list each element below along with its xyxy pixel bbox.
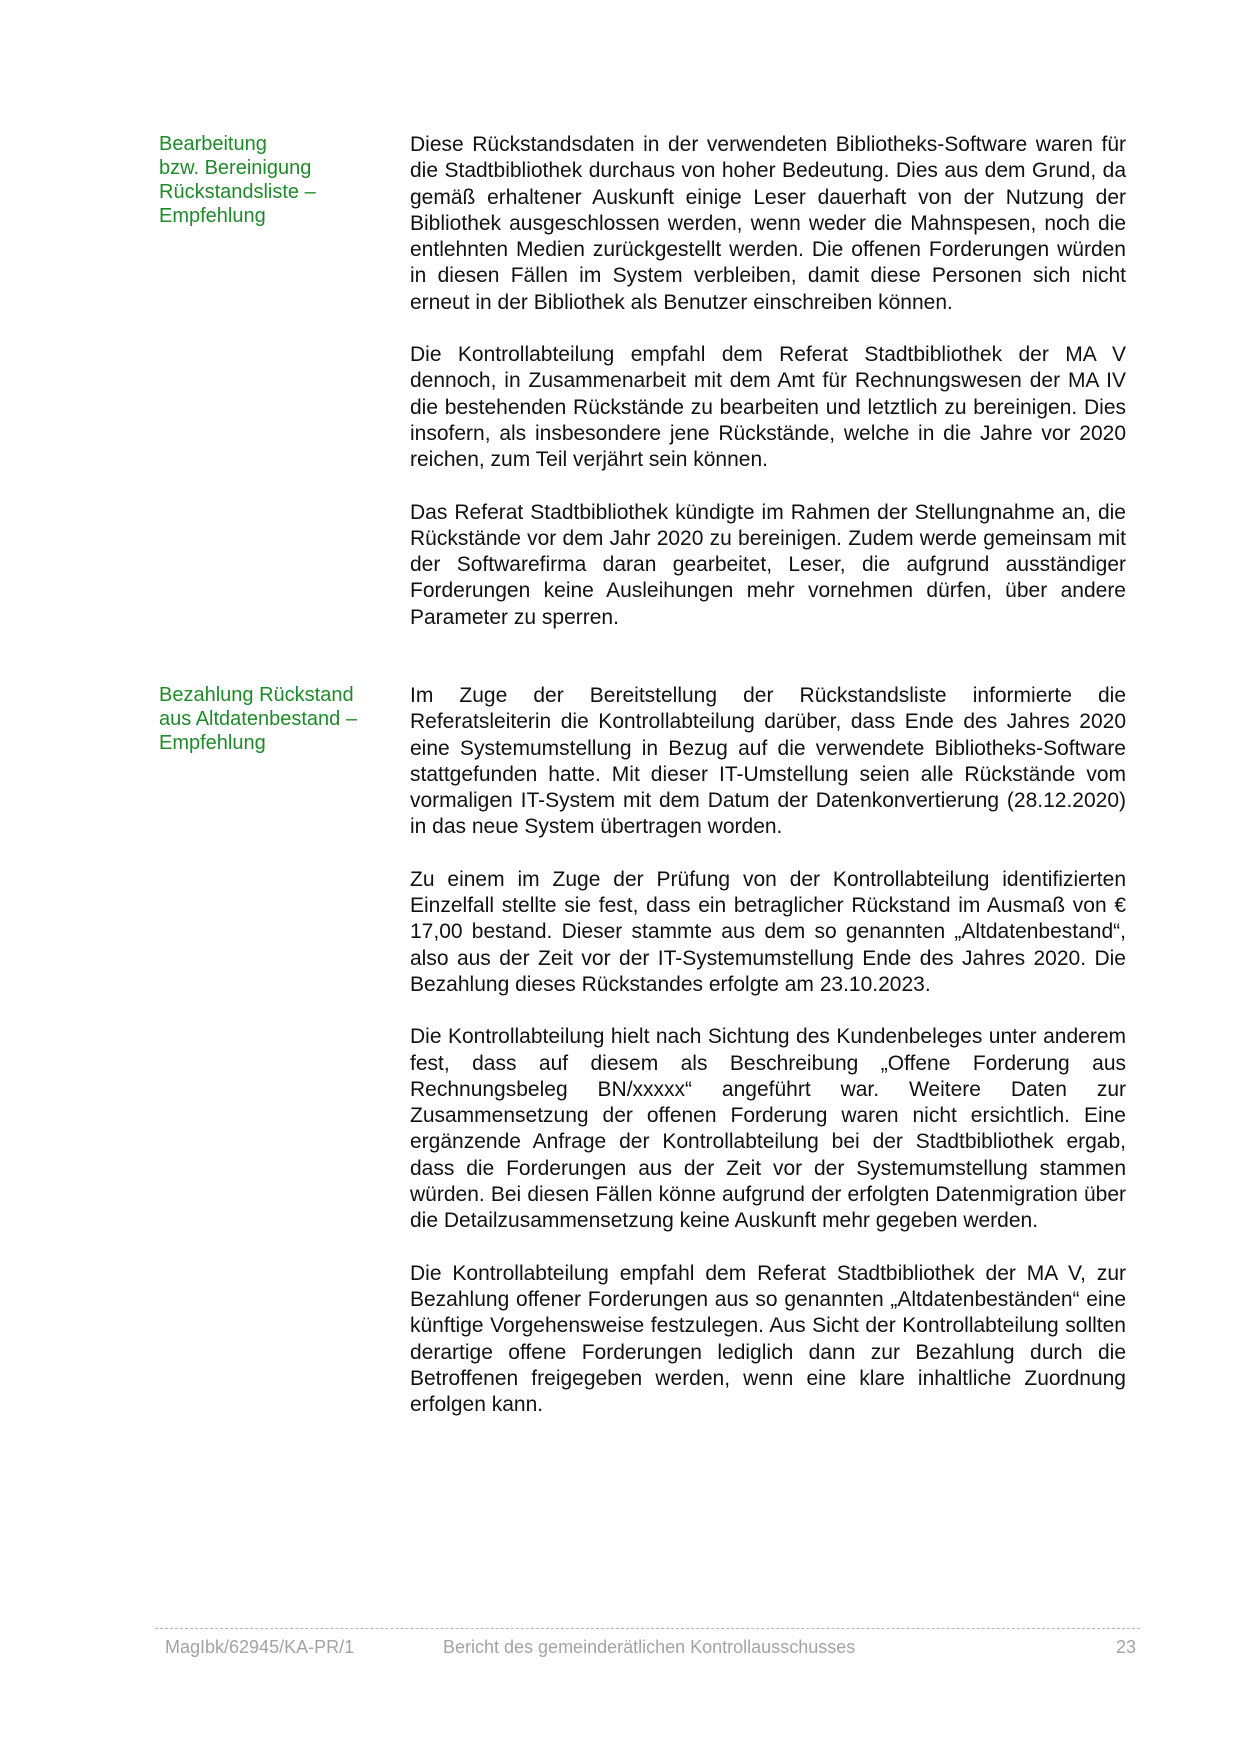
section-body <box>410 132 1126 657</box>
side-heading: Bearbeitung bzw. Bereinigung Rückstandsliste – Empfehlung <box>159 133 316 227</box>
paragraph: Die Kontrollabteilung empfahl dem Referat Stadtbibliothek der MA V, zur Bezahlung offener Forderungen aus so genannten „Altdatenbeständen“ eine künftige Vorgehensweise festzulegen. Aus Sicht der Kontrollabteilung sollten derartige offene Forderungen lediglich dann zur Bezahlung durch die Betroffenen freigegeben werden, wenn eine klare inhaltliche Zuordnung erfolgen kann. <box>410 1261 1126 1417</box>
footer-title: Bericht des gemeinderätlichen Kontrollausschusses <box>443 1637 856 1657</box>
page-number: 23 <box>1115 1637 1136 1657</box>
paragraph: Im Zuge der Bereitstellung der Rückstandsliste informierte die Referatsleiterin die Kontrollabteilung darüber, dass Ende des Jahres 2020 eine Systemumstellung in Bezug auf die verwendete Bibliotheks-Software stattgefunden hatte. Mit dieser IT-Umstellung seien alle Rückstände vom vormaligen IT-System mit dem Datum der Datenkonvertierung (28.12.2020) in das neue System übertragen worden. <box>410 684 1126 839</box>
paragraph: Das Referat Stadtbibliothek kündigte im Rahmen der Stellungnahme an, die Rückstände vor dem Jahr 2020 zu bereinigen. Zudem werde gemeinsam mit der Softwarefirma daran gearbeitet, Leser, die aufgrund ausständiger Forderungen keine Ausleihungen mehr vornehmen dürfen, über andere Parameter zu sperren. <box>410 500 1126 629</box>
paragraph: Die Kontrollabteilung hielt nach Sichtung des Kundenbeleges unter anderem fest, dass auf diesem als Beschreibung „Offene Forderung aus Rechnungsbeleg BN/xxxxx“ angeführt war. Weitere Daten zur Zusammensetzung der offenen Forderung waren nicht ersichtlich. Eine ergänzende Anfrage der Kontrollabteilung bei der Stadtbibliothek ergab, dass die Forderungen aus der Zeit vor der Systemumstellung stammen würden. Bei diesen Fällen könne aufgrund der erfolgten Datenmigration über die Detailzusammensetzung keine Auskunft mehr gegeben werden. <box>410 1025 1126 1233</box>
paragraph: Diese Rückstandsdaten in der verwendeten Bibliotheks-Software waren für die Stadtbibliothek durchaus von hoher Bedeutung. Dies aus dem Grund, da gemäß erhaltener Auskunft einige Leser dauerhaft von der Nutzung der Bibliothek ausgeschlossen werden, wenn weder die Mahnspesen, noch die entlehnten Medien zurückgestellt werden. Die offenen Forderungen würden in diesen Fällen im System verbleiben, damit diese Personen sich nicht erneut in der Bibliothek als Benutzer einschreiben können. <box>410 133 1126 314</box>
footer-reference: MagIbk/62945/KA-PR/1 <box>165 1637 355 1657</box>
paragraph: Zu einem im Zuge der Prüfung von der Kontrollabteilung identifizierten Einzelfall stellte sie fest, dass ein betraglicher Rückstand im Ausmaß von € 17,00 bestand. Dieser stammte aus dem so genannten „Altdatenbestand“, also aus der Zeit vor der IT-Systemumstellung Ende des Jahres 2020. Die Bezahlung dieses Rückstandes erfolgte am 23.10.2023. <box>410 867 1126 996</box>
side-heading: Bezahlung Rückstand aus Altdatenbestand – Empfehlung <box>159 684 357 754</box>
section-body <box>410 683 1126 1444</box>
footer-divider <box>155 1628 1140 1629</box>
page-footer <box>0 1635 1241 1659</box>
paragraph: Die Kontrollabteilung empfahl dem Referat Stadtbibliothek der MA V dennoch, in Zusammenarbeit mit dem Amt für Rechnungswesen der MA IV die bestehenden Rückstände zu bearbeiten und letztlich zu bereinigen. Dies insofern, als insbesondere jene Rückstände, welche in die Jahre vor 2020 reichen, zum Teil verjährt sein können. <box>410 343 1126 472</box>
